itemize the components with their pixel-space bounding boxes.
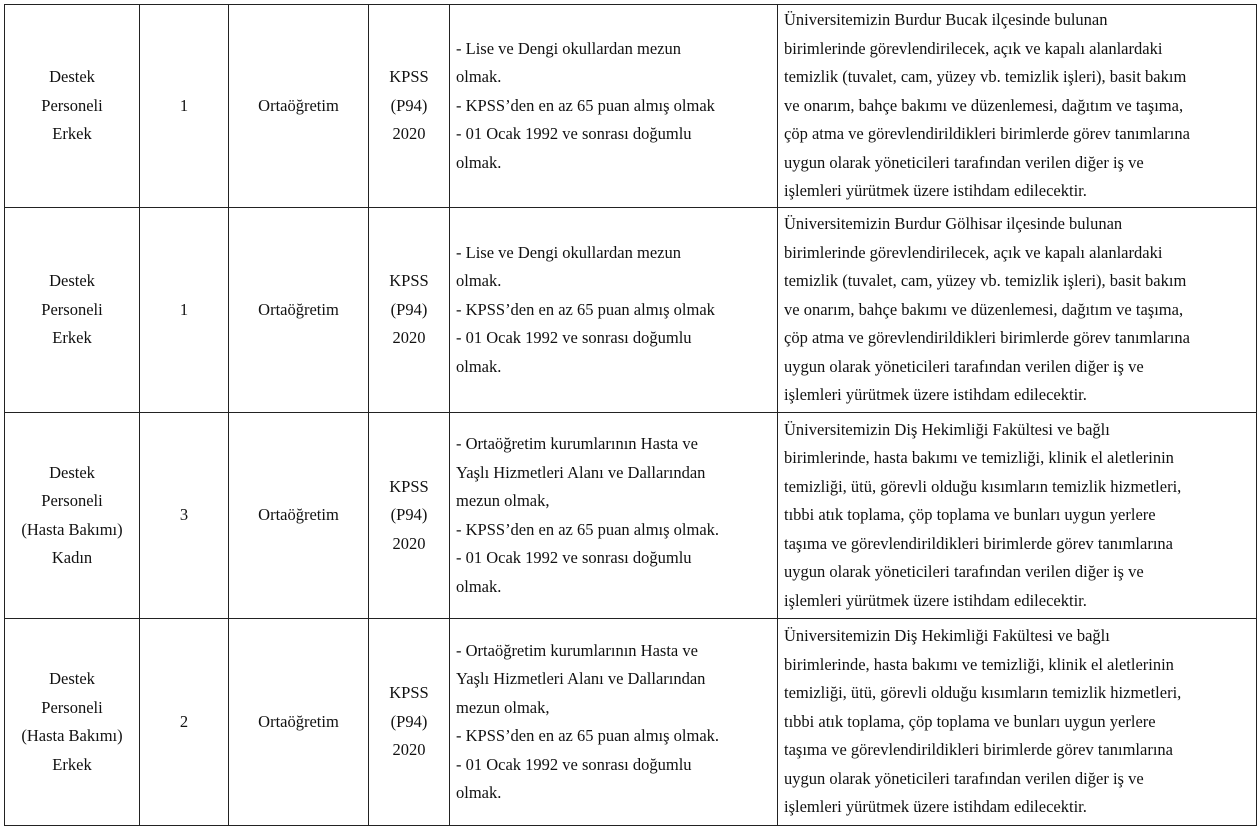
description-line: işlemleri yürütmek üzere istihdam edilecektir. (784, 590, 1087, 610)
position-title-cell (5, 208, 140, 413)
position-title-line: Erkek (52, 754, 92, 774)
position-count-cell: 1 (140, 208, 229, 413)
description-cell (778, 5, 1257, 208)
exam-score-type-line: 2020 (392, 740, 426, 760)
requirement-line: olmak. (456, 356, 502, 376)
exam-score-type-line: (P94) (390, 505, 428, 525)
requirements-cell (450, 5, 778, 208)
requirements-cell (450, 619, 778, 826)
description-line: temizlik (tuvalet, cam, yüzey vb. temizlik işleri), basit bakım (784, 271, 1187, 291)
description-line: birimlerinde görevlendirilecek, açık ve kapalı alanlardaki (784, 242, 1163, 262)
requirement-line: - KPSS’den en az 65 puan almış olmak (456, 95, 715, 115)
position-title-cell (5, 413, 140, 619)
description-line: tıbbi atık toplama, çöp toplama ve bunları uygun yerlere (784, 711, 1156, 731)
requirement-line: olmak. (456, 152, 502, 172)
description-line: Üniversitemizin Diş Hekimliği Fakültesi ve bağlı (784, 419, 1110, 439)
description-line: ve onarım, bahçe bakımı ve düzenlemesi, dağıtım ve taşıma, (784, 95, 1184, 115)
position-count-cell: 3 (140, 413, 229, 619)
exam-score-type-line: KPSS (389, 67, 429, 87)
description-line: temizliği, ütü, görevli olduğu kısımların temizlik hizmetleri, (784, 476, 1182, 496)
table-row (5, 208, 1257, 413)
requirement-line: mezun olmak, (456, 491, 550, 510)
description-line: ve onarım, bahçe bakımı ve düzenlemesi, dağıtım ve taşıma, (784, 299, 1184, 319)
description-cell (778, 619, 1257, 826)
description-line: uygun olarak yöneticileri tarafından verilen diğer iş ve (784, 152, 1144, 172)
table-row (5, 619, 1257, 826)
table-row (5, 413, 1257, 619)
requirement-line: olmak. (456, 271, 502, 291)
description-cell (778, 413, 1257, 619)
position-title-line: (Hasta Bakımı) (21, 519, 123, 539)
exam-score-type-cell (369, 619, 450, 826)
education-level-cell: Ortaöğretim (229, 413, 369, 619)
position-count-cell: 1 (140, 5, 229, 208)
description-line: uygun olarak yöneticileri tarafından verilen diğer iş ve (784, 356, 1144, 376)
exam-score-type-line: (P94) (390, 299, 428, 319)
position-title-line: Destek (49, 67, 95, 87)
exam-score-type-cell (369, 5, 450, 208)
description-line: işlemleri yürütmek üzere istihdam edilecektir. (784, 385, 1087, 405)
position-title-line: Personeli (41, 95, 103, 115)
table-row (5, 5, 1257, 208)
position-title-line: Erkek (52, 124, 92, 144)
description-line: birimlerinde, hasta bakımı ve temizliği, klinik el aletlerinin (784, 448, 1174, 468)
exam-score-type-line: KPSS (389, 683, 429, 703)
description-line: temizlik (tuvalet, cam, yüzey vb. temizlik işleri), basit bakım (784, 67, 1187, 87)
position-title-line: Erkek (52, 328, 92, 348)
exam-score-type-line: 2020 (392, 328, 426, 348)
position-title-line: Destek (49, 669, 95, 688)
positions-table (4, 4, 1257, 826)
position-title-cell (5, 5, 140, 208)
requirement-line: olmak. (456, 67, 502, 87)
exam-score-type-cell (369, 208, 450, 413)
education-level-cell: Ortaöğretim (229, 5, 369, 208)
requirement-line: - 01 Ocak 1992 ve sonrası doğumlu (456, 548, 692, 567)
description-line: temizliği, ütü, görevli olduğu kısımların temizlik hizmetleri, (784, 683, 1182, 703)
requirement-line: - Lise ve Dengi okullardan mezun (456, 242, 681, 262)
description-line: tıbbi atık toplama, çöp toplama ve bunları uygun yerlere (784, 505, 1156, 525)
requirement-line: olmak. (456, 576, 502, 596)
position-title-line: Destek (49, 271, 95, 291)
description-line: taşıma ve görevlendirildikleri birimlerde görev tanımlarına (784, 740, 1173, 760)
description-cell (778, 208, 1257, 413)
requirement-line: - 01 Ocak 1992 ve sonrası doğumlu (456, 754, 692, 774)
description-line: birimlerinde görevlendirilecek, açık ve kapalı alanlardaki (784, 38, 1163, 58)
description-line: birimlerinde, hasta bakımı ve temizliği, klinik el aletlerinin (784, 654, 1174, 674)
exam-score-type-line: (P94) (390, 95, 428, 115)
requirement-line: - 01 Ocak 1992 ve sonrası doğumlu (456, 328, 692, 348)
requirement-line: mezun olmak, (456, 697, 550, 717)
education-level-cell: Ortaöğretim (229, 208, 369, 413)
position-title-line: Destek (49, 462, 95, 482)
position-title-line: Kadın (51, 548, 93, 567)
position-count-cell: 2 (140, 619, 229, 826)
position-title-line: (Hasta Bakımı) (21, 726, 123, 745)
position-title-line: Personeli (41, 491, 103, 510)
requirement-line: - Ortaöğretim kurumlarının Hasta ve (456, 640, 698, 660)
description-line: işlemleri yürütmek üzere istihdam edilecektir. (784, 797, 1087, 817)
description-line: Üniversitemizin Burdur Gölhisar ilçesinde bulunan (784, 214, 1123, 234)
requirements-cell (450, 413, 778, 619)
position-title-cell (5, 619, 140, 826)
description-line: Üniversitemizin Diş Hekimliği Fakültesi ve bağlı (784, 626, 1110, 646)
description-line: çöp atma ve görevlendirildikleri birimlerde görev tanımlarına (784, 328, 1190, 348)
requirement-line: - KPSS’den en az 65 puan almış olmak. (456, 726, 720, 745)
requirement-line: Yaşlı Hizmetleri Alanı ve Dallarından (456, 669, 706, 688)
description-line: işlemleri yürütmek üzere istihdam edilecektir. (784, 181, 1087, 201)
description-line: taşıma ve görevlendirildikleri birimlerde görev tanımlarına (784, 533, 1173, 553)
requirement-line: - Ortaöğretim kurumlarının Hasta ve (456, 434, 698, 453)
position-title-line: Personeli (41, 697, 103, 717)
education-level-cell: Ortaöğretim (229, 619, 369, 826)
description-line: çöp atma ve görevlendirildikleri birimlerde görev tanımlarına (784, 124, 1190, 144)
exam-score-type-cell (369, 413, 450, 619)
exam-score-type-line: KPSS (389, 271, 429, 291)
requirement-line: Yaşlı Hizmetleri Alanı ve Dallarından (456, 462, 706, 482)
exam-score-type-line: KPSS (389, 476, 429, 496)
exam-score-type-line: (P94) (390, 711, 428, 731)
requirement-line: - KPSS’den en az 65 puan almış olmak. (456, 519, 720, 539)
requirement-line: - Lise ve Dengi okullardan mezun (456, 38, 681, 58)
requirement-line: - KPSS’den en az 65 puan almış olmak (456, 299, 715, 319)
exam-score-type-line: 2020 (392, 533, 426, 553)
description-line: uygun olarak yöneticileri tarafından verilen diğer iş ve (784, 562, 1144, 582)
requirement-line: - 01 Ocak 1992 ve sonrası doğumlu (456, 124, 692, 144)
position-title-line: Personeli (41, 299, 103, 319)
requirement-line: olmak. (456, 783, 502, 802)
requirements-cell (450, 208, 778, 413)
description-line: Üniversitemizin Burdur Bucak ilçesinde bulunan (784, 10, 1108, 30)
exam-score-type-line: 2020 (392, 124, 426, 144)
description-line: uygun olarak yöneticileri tarafından verilen diğer iş ve (784, 768, 1144, 788)
